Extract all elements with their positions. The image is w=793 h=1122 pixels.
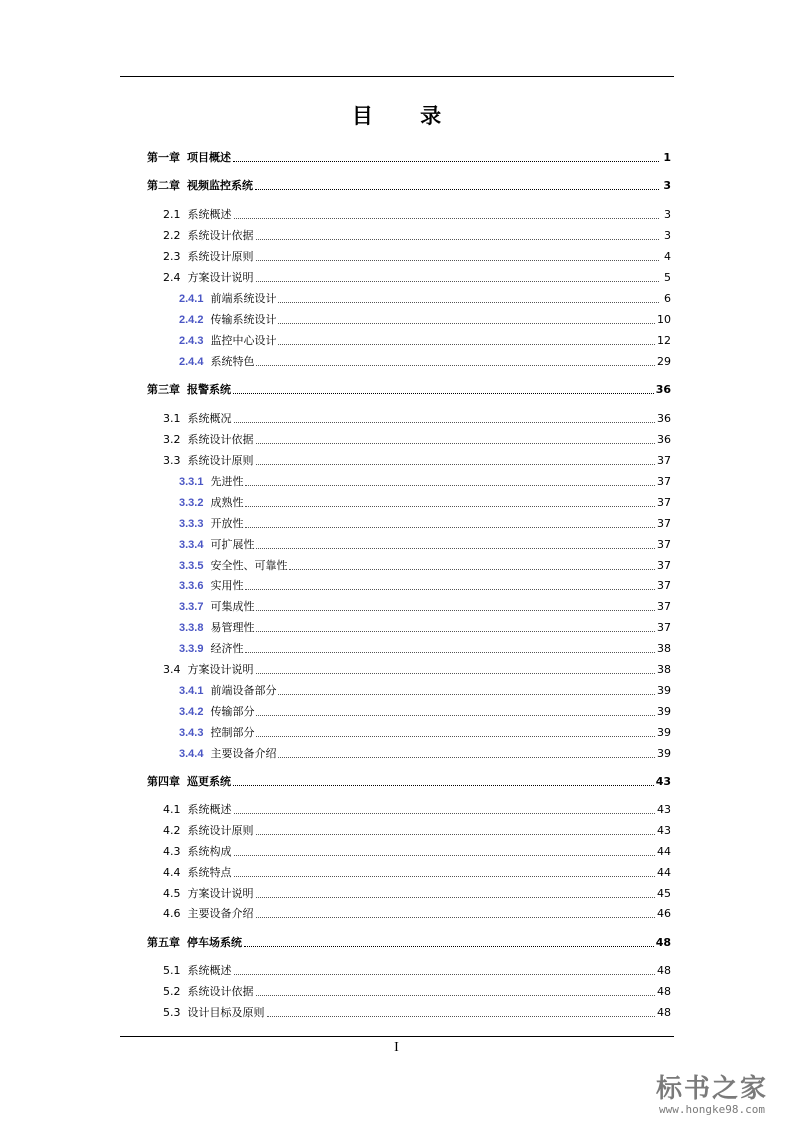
toc-entry[interactable] bbox=[163, 227, 671, 243]
toc-entry-number: 第一章 bbox=[147, 151, 180, 164]
toc-dot-leader bbox=[278, 302, 659, 303]
toc-entry-title: 系统构成 bbox=[187, 845, 232, 858]
toc-dot-leader bbox=[278, 344, 655, 345]
toc-dot-leader bbox=[289, 569, 655, 570]
toc-entry-number: 第三章 bbox=[147, 383, 180, 396]
toc-entry-page: 3 bbox=[663, 179, 671, 192]
toc-dot-leader bbox=[256, 610, 655, 611]
toc-entry-page: 39 bbox=[657, 684, 671, 697]
toc-dot-leader bbox=[256, 715, 655, 716]
toc-entry-page: 38 bbox=[657, 663, 671, 676]
toc-entry-page: 48 bbox=[655, 936, 671, 949]
toc-entry-title: 设计目标及原则 bbox=[187, 1006, 265, 1019]
toc-entry-title: 停车场系统 bbox=[187, 936, 242, 949]
toc-entry-page: 37 bbox=[657, 496, 671, 509]
toc-entry-title: 监控中心设计 bbox=[210, 334, 277, 347]
toc-entry[interactable] bbox=[163, 885, 671, 901]
toc-entry-page: 6 bbox=[664, 292, 671, 305]
toc-entry-page: 37 bbox=[657, 621, 671, 634]
toc-entry[interactable] bbox=[179, 682, 671, 698]
toc-entry-title: 方案设计说明 bbox=[187, 887, 254, 900]
toc-entry-number: 4.5 bbox=[163, 887, 181, 900]
toc-entry-page: 5 bbox=[664, 271, 671, 284]
toc-entry-number: 3.3.9 bbox=[179, 643, 204, 655]
toc-entry-title: 系统概述 bbox=[187, 208, 232, 221]
toc-entry[interactable] bbox=[163, 248, 671, 264]
toc-dot-leader bbox=[234, 876, 656, 877]
toc-entry[interactable] bbox=[163, 1004, 671, 1020]
toc-dot-leader bbox=[233, 393, 654, 394]
toc-entry-number: 3.3.5 bbox=[179, 560, 204, 572]
toc-entry-number: 5.3 bbox=[163, 1006, 181, 1019]
toc-dot-leader bbox=[256, 548, 655, 549]
toc-dot-leader bbox=[256, 443, 656, 444]
toc-entry[interactable] bbox=[179, 311, 671, 327]
toc-entry-title: 系统设计原则 bbox=[187, 250, 254, 263]
toc-entry-title: 成熟性 bbox=[210, 496, 244, 509]
toc-entry-number: 3.4.3 bbox=[179, 727, 204, 739]
toc-entry-number: 3.2 bbox=[163, 433, 181, 446]
toc-entry-title: 主要设备介绍 bbox=[210, 747, 277, 760]
toc-dot-leader bbox=[245, 527, 655, 528]
toc-entry-title: 开放性 bbox=[210, 517, 244, 530]
toc-entry-number: 第五章 bbox=[147, 936, 180, 949]
toc-dot-leader bbox=[256, 260, 660, 261]
toc-entry-number: 5.1 bbox=[163, 964, 181, 977]
toc-entry-page: 37 bbox=[657, 579, 671, 592]
watermark-url: www.hongke98.com bbox=[659, 1103, 765, 1116]
toc-entry-title: 系统概述 bbox=[187, 964, 232, 977]
toc-entry-page: 39 bbox=[657, 705, 671, 718]
watermark-logo bbox=[656, 1068, 768, 1116]
toc-entry[interactable] bbox=[163, 410, 671, 426]
toc-entry[interactable] bbox=[179, 724, 671, 740]
toc-entry-number: 3.4.2 bbox=[179, 706, 204, 718]
toc-entry-title: 控制部分 bbox=[210, 726, 255, 739]
toc-entry[interactable] bbox=[179, 640, 671, 656]
toc-entry-title: 方案设计说明 bbox=[187, 663, 254, 676]
toc-dot-leader bbox=[234, 218, 660, 219]
toc-dot-leader bbox=[256, 834, 656, 835]
toc-entry-page: 37 bbox=[657, 559, 671, 572]
toc-entry-title: 巡更系统 bbox=[187, 775, 231, 788]
toc-entry-title: 方案设计说明 bbox=[187, 271, 254, 284]
toc-entry-title: 系统概述 bbox=[187, 803, 232, 816]
toc-entry-number: 3.3.3 bbox=[179, 518, 204, 530]
toc-entry[interactable] bbox=[179, 494, 671, 510]
page-number: I bbox=[394, 1040, 399, 1055]
toc-entry[interactable] bbox=[147, 149, 671, 165]
toc-entry-page: 48 bbox=[657, 1006, 671, 1019]
toc-entry-title: 视频监控系统 bbox=[187, 179, 253, 192]
toc-entry-title: 前端设备部分 bbox=[210, 684, 277, 697]
toc-entry-number: 5.2 bbox=[163, 985, 181, 998]
toc-entry[interactable] bbox=[163, 661, 671, 677]
toc-entry-title: 项目概述 bbox=[187, 151, 231, 164]
toc-dot-leader bbox=[278, 757, 655, 758]
toc-entry[interactable] bbox=[179, 577, 671, 593]
toc-entry-number: 第四章 bbox=[147, 775, 180, 788]
toc-dot-leader bbox=[256, 464, 656, 465]
toc-entry-number: 3.3.2 bbox=[179, 497, 204, 509]
page-title: 目 录 bbox=[351, 104, 462, 128]
toc-entry[interactable] bbox=[163, 822, 671, 838]
toc-entry-page: 43 bbox=[657, 803, 671, 816]
toc-dot-leader bbox=[234, 813, 656, 814]
toc-entry-page: 36 bbox=[657, 412, 671, 425]
toc-dot-leader bbox=[256, 736, 655, 737]
toc-entry-title: 系统设计依据 bbox=[187, 985, 254, 998]
toc-entry-page: 37 bbox=[657, 517, 671, 530]
toc-dot-leader bbox=[278, 323, 655, 324]
toc-entry[interactable] bbox=[147, 773, 671, 789]
toc-dot-leader bbox=[256, 239, 660, 240]
toc-dot-leader bbox=[245, 652, 655, 653]
toc-entry-number: 2.4.2 bbox=[179, 314, 204, 326]
toc-entry-title: 主要设备介绍 bbox=[187, 907, 254, 920]
toc-entry-page: 48 bbox=[657, 964, 671, 977]
toc-entry-number: 2.4.1 bbox=[179, 293, 204, 305]
toc-entry[interactable] bbox=[179, 557, 671, 573]
toc-entry-number: 2.4.4 bbox=[179, 356, 204, 368]
toc-entry-page: 3 bbox=[664, 229, 671, 242]
toc-entry-page: 1 bbox=[663, 151, 671, 164]
toc-entry-page: 48 bbox=[657, 985, 671, 998]
toc-entry[interactable] bbox=[147, 934, 671, 950]
toc-dot-leader bbox=[278, 694, 655, 695]
toc-dot-leader bbox=[245, 485, 655, 486]
toc-entry-title: 易管理性 bbox=[210, 621, 255, 634]
toc-entry-title: 系统设计依据 bbox=[187, 433, 254, 446]
toc-entry[interactable] bbox=[179, 473, 671, 489]
toc-entry-page: 39 bbox=[657, 726, 671, 739]
toc-entry-page: 44 bbox=[657, 866, 671, 879]
toc-dot-leader bbox=[255, 189, 659, 190]
toc-entry-number: 3.1 bbox=[163, 412, 181, 425]
toc-entry-page: 45 bbox=[657, 887, 671, 900]
toc-entry-number: 2.1 bbox=[163, 208, 181, 221]
toc-entry-number: 2.4 bbox=[163, 271, 181, 284]
toc-entry[interactable] bbox=[179, 619, 671, 635]
toc-entry[interactable] bbox=[179, 598, 671, 614]
toc-entry[interactable] bbox=[179, 515, 671, 531]
toc-entry[interactable] bbox=[163, 801, 671, 817]
toc-dot-leader bbox=[256, 673, 656, 674]
toc-entry-title: 传输部分 bbox=[210, 705, 255, 718]
toc-entry-number: 2.4.3 bbox=[179, 335, 204, 347]
toc-entry-number: 3.4.4 bbox=[179, 748, 204, 760]
toc-dot-leader bbox=[256, 365, 655, 366]
toc-entry-number: 2.3 bbox=[163, 250, 181, 263]
footer-rule bbox=[120, 1036, 674, 1037]
toc-dot-leader bbox=[256, 281, 660, 282]
toc-entry-page: 46 bbox=[657, 907, 671, 920]
toc-entry-title: 安全性、可靠性 bbox=[210, 559, 288, 572]
toc-entry[interactable] bbox=[163, 269, 671, 285]
toc-entry[interactable] bbox=[163, 431, 671, 447]
toc-entry-page: 38 bbox=[657, 642, 671, 655]
toc-entry[interactable] bbox=[147, 381, 671, 397]
toc-entry-title: 报警系统 bbox=[187, 383, 231, 396]
toc-entry-title: 系统特色 bbox=[210, 355, 255, 368]
watermark-name: 标书之家 bbox=[655, 1074, 768, 1104]
toc-entry-page: 39 bbox=[657, 747, 671, 760]
toc-entry-page: 37 bbox=[657, 600, 671, 613]
toc-dot-leader bbox=[256, 917, 656, 918]
toc-entry-title: 传输系统设计 bbox=[210, 313, 277, 326]
toc-dot-leader bbox=[233, 785, 654, 786]
toc-entry-page: 37 bbox=[657, 538, 671, 551]
toc-entry-number: 3.3.1 bbox=[179, 476, 204, 488]
toc-entry[interactable] bbox=[163, 452, 671, 468]
toc-entry-number: 3.3 bbox=[163, 454, 181, 467]
toc-entry[interactable] bbox=[147, 177, 671, 193]
toc-entry[interactable] bbox=[179, 536, 671, 552]
toc-entry-title: 系统设计依据 bbox=[187, 229, 254, 242]
toc-entry-number: 3.3.6 bbox=[179, 580, 204, 592]
toc-entry-title: 可扩展性 bbox=[210, 538, 255, 551]
toc-entry-number: 3.4.1 bbox=[179, 685, 204, 697]
toc-dot-leader bbox=[245, 589, 655, 590]
toc-dot-leader bbox=[234, 974, 656, 975]
toc-entry-number: 3.3.8 bbox=[179, 622, 204, 634]
toc-entry-page: 10 bbox=[657, 313, 671, 326]
toc-entry[interactable] bbox=[163, 905, 671, 921]
toc-entry[interactable] bbox=[179, 745, 671, 761]
toc-entry-title: 实用性 bbox=[210, 579, 244, 592]
toc-entry-title: 系统概况 bbox=[187, 412, 232, 425]
toc-entry[interactable] bbox=[179, 703, 671, 719]
toc-dot-leader bbox=[245, 506, 655, 507]
toc-entry-number: 4.4 bbox=[163, 866, 181, 879]
toc-entry[interactable] bbox=[163, 206, 671, 222]
toc-entry-page: 12 bbox=[657, 334, 671, 347]
toc-entry-number: 4.6 bbox=[163, 907, 181, 920]
toc-dot-leader bbox=[267, 1016, 656, 1017]
toc-entry[interactable] bbox=[163, 864, 671, 880]
toc-entry-page: 43 bbox=[655, 775, 671, 788]
toc-entry-number: 第二章 bbox=[147, 179, 180, 192]
toc-entry[interactable] bbox=[179, 290, 671, 306]
toc-entry-page: 36 bbox=[655, 383, 671, 396]
toc-dot-leader bbox=[234, 422, 656, 423]
toc-entry-title: 经济性 bbox=[210, 642, 244, 655]
toc-dot-leader bbox=[256, 995, 656, 996]
toc-entry-page: 29 bbox=[657, 355, 671, 368]
toc-entry-number: 3.3.7 bbox=[179, 601, 204, 613]
toc-entry-page: 43 bbox=[657, 824, 671, 837]
toc-dot-leader bbox=[233, 161, 659, 162]
toc-entry-number: 4.2 bbox=[163, 824, 181, 837]
toc-entry-title: 系统设计原则 bbox=[187, 824, 254, 837]
toc-entry-number: 3.4 bbox=[163, 663, 181, 676]
toc-entry-page: 4 bbox=[664, 250, 671, 263]
toc-dot-leader bbox=[234, 855, 656, 856]
toc-dot-leader bbox=[244, 946, 654, 947]
toc-entry-page: 37 bbox=[657, 454, 671, 467]
toc-entry-page: 44 bbox=[657, 845, 671, 858]
toc-entry-title: 先进性 bbox=[210, 475, 244, 488]
toc-entry-page: 3 bbox=[664, 208, 671, 221]
toc-entry-number: 4.1 bbox=[163, 803, 181, 816]
toc-entry[interactable] bbox=[179, 353, 671, 369]
toc-entry-page: 37 bbox=[657, 475, 671, 488]
toc-dot-leader bbox=[256, 897, 656, 898]
toc-dot-leader bbox=[256, 631, 655, 632]
toc-entry-page: 36 bbox=[657, 433, 671, 446]
toc-entry-title: 系统特点 bbox=[187, 866, 232, 879]
toc-entry[interactable] bbox=[163, 843, 671, 859]
toc-entry[interactable] bbox=[163, 983, 671, 999]
toc-entry[interactable] bbox=[179, 332, 671, 348]
toc-entry-title: 系统设计原则 bbox=[187, 454, 254, 467]
toc-entry-title: 前端系统设计 bbox=[210, 292, 277, 305]
toc-entry-number: 4.3 bbox=[163, 845, 181, 858]
toc-entry[interactable] bbox=[163, 962, 671, 978]
toc-entry-number: 2.2 bbox=[163, 229, 181, 242]
toc-entry-title: 可集成性 bbox=[210, 600, 255, 613]
toc-entry-number: 3.3.4 bbox=[179, 539, 204, 551]
